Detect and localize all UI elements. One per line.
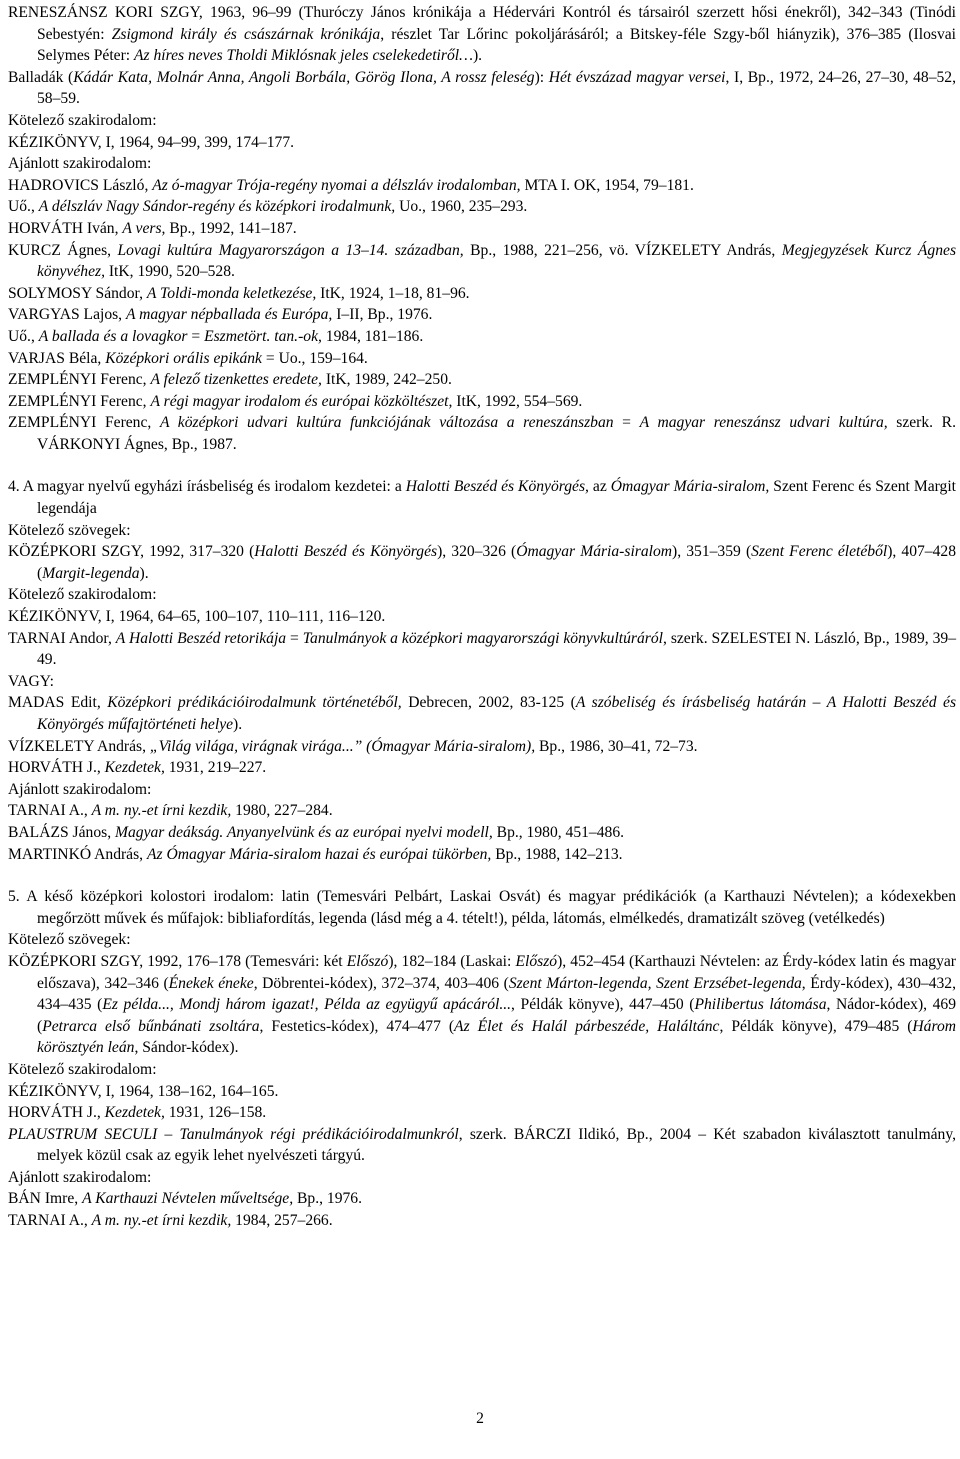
text-run: TARNAI Andor,	[8, 629, 116, 647]
document-page	[8, 2, 956, 1232]
text-run: =	[187, 327, 205, 345]
text-run: TARNAI A.,	[8, 802, 92, 820]
text-run: 5. A késő középkori kolostori irodalom: latin (Temesvári Pelbárt, Laskai Osvát) és magyar prédikációk (a Karthauzi Névtelen); a kódexekben megőrzött művek és műfajok: bibliafordítás, legenda (lásd még a 4. tételt!), példa, látomás, elmélkedés, dramatizált szöveg (vetélkedés)	[8, 888, 956, 927]
text-run: VAGY:	[8, 672, 54, 690]
italic-text: A Toldi-monda keletkezése,	[146, 284, 317, 302]
text-run: 1984, 181–186.	[321, 327, 424, 345]
italic-text: Halotti Beszéd és Könyörgés	[254, 543, 438, 561]
italic-text: Előszó	[515, 952, 558, 970]
text-run: Kötelező szakirodalom:	[8, 586, 157, 604]
text-run: , részlet Tar Lőrinc pokoljárásáról; a Bitskey-féle Szgy-ből hiányzik), 376–385 (Ilosvai Selymes Péter:	[37, 25, 956, 65]
italic-text: Petrarca első bűnbánati zsoltára	[42, 1017, 260, 1035]
italic-text: A m. ny.-et írni kezdik,	[91, 1212, 232, 1230]
text-run: HORVÁTH Iván,	[8, 219, 123, 237]
text-run: ), 351–359 (	[672, 543, 752, 561]
page-number: 2	[476, 1410, 484, 1427]
italic-text: Halotti Beszéd és Könyörgés,	[405, 478, 589, 496]
text-run: ).	[472, 47, 483, 65]
italic-text: Ez példa..., Mondj három igazat!, Példa az együgyű apácáról...	[102, 996, 512, 1014]
italic-text: A ballada és a lovagkor	[38, 327, 188, 345]
entry-kezikonyv-4	[8, 606, 956, 628]
italic-text: Szent Márton-legenda, Szent Erzsébet-legenda	[508, 974, 802, 992]
entry-plaustrum	[8, 1124, 956, 1167]
text-run: Szent Ferenc és Szent Margit legendája	[37, 478, 956, 518]
entry-hadrovics	[8, 175, 956, 197]
italic-text: Tanulmányok a középkori magyarországi könyvkultúráról	[302, 629, 663, 647]
italic-text: A középkori udvari kultúra funkciójának változása a reneszánszban	[159, 414, 614, 432]
italic-text: Zsigmond király és császárnak krónikája	[111, 25, 381, 43]
text-run: MADAS Edit,	[8, 694, 108, 712]
text-run: KURCZ Ágnes,	[8, 241, 118, 259]
italic-text: Ómagyar Mária-siralom,	[610, 478, 770, 496]
text-run: ZEMPLÉNYI Ferenc,	[8, 414, 160, 432]
italic-text: Az Ómagyar Mária-siralom hazai és európai tükörben,	[146, 845, 492, 863]
text-run: KÉZIKÖNYV, I, 1964, 64–65, 100–107, 110–111, 116–120.	[8, 608, 386, 626]
italic-text: A szóbeliség és írásbeliség határán – A Halotti Beszéd és Könyörgés műfajtörténeti helye	[37, 694, 957, 733]
italic-text: Philibertus látomása	[694, 996, 827, 1014]
text-run: ItK, 1989, 242–250.	[321, 371, 452, 389]
entry-kezikonyv	[8, 132, 956, 154]
text-run: ):	[534, 68, 549, 86]
text-run: Debrecen, 2002, 83-125 (	[401, 694, 576, 712]
entry-horvath-j-4	[8, 757, 956, 779]
entry-tarnai-a-4	[8, 800, 956, 822]
text-run: =	[286, 629, 303, 647]
text-run: , Sándor-kódex).	[134, 1039, 239, 1057]
entry-zemplenyi-1	[8, 369, 956, 391]
text-run: SOLYMOSY Sándor,	[8, 284, 147, 302]
text-run: KÖZÉPKORI SZGY, 1992, 176–178 (Temesvári: két	[8, 952, 347, 970]
text-run: KÉZIKÖNYV, I, 1964, 94–99, 399, 174–177.	[8, 133, 295, 151]
italic-text: Három körösztyén leán	[37, 1017, 957, 1057]
text-run: VÍZKELETY András,	[8, 737, 150, 755]
text-run: RENESZÁNSZ KORI SZGY, 1963, 96–99 (Thuróczy János krónikája a Hédervári Kontról és társairól szerzett hősi énekről), 342–343 (Tinódi Sebestyén:	[8, 4, 956, 43]
italic-text: A Karthauzi Névtelen műveltsége,	[82, 1190, 294, 1208]
text-run: Kötelező szakirodalom:	[8, 1060, 157, 1078]
text-run: Uő.,	[8, 198, 39, 216]
text-run: Kötelező szövegek:	[8, 931, 131, 949]
italic-text: A régi magyar irodalom és európai közköltészet,	[150, 392, 453, 410]
text-run: , Példák könyve), 447–450 (	[511, 996, 695, 1014]
entry-horvath-ivan	[8, 218, 956, 240]
entry-kurcz	[8, 240, 956, 283]
italic-text: Megjegyzések Kurcz Ágnes könyvéhez,	[37, 241, 957, 281]
text-run: Uő.,	[8, 327, 39, 345]
entry-kezikonyv-5	[8, 1081, 956, 1103]
section-4-title	[8, 476, 956, 519]
entry-zemplenyi-3	[8, 412, 956, 455]
heading-kotelezo-szovegek	[8, 520, 956, 542]
heading-ajanlott-szakirodalom	[8, 153, 956, 175]
italic-text: Eszmetört. tan.-ok,	[204, 327, 322, 345]
text-run: ), 320–326 (	[437, 543, 517, 561]
entry-horvath-j-5	[8, 1102, 956, 1124]
text-run: Kötelező szakirodalom:	[8, 111, 157, 129]
entry-vargyas-2	[8, 326, 956, 348]
text-run: MARTINKÓ András,	[8, 845, 147, 863]
text-run: , szerk. BÁRCZI Ildikó, Bp., 2004 – Két szabadon kiválasztott tanulmány, melyek közül csak az egyik lehet nyelvészeti tárgyú.	[37, 1125, 956, 1165]
heading-kotelezo-szakirodalom-4	[8, 584, 956, 606]
italic-text: PLAUSTRUM SECULI – Tanulmányok régi prédikációirodalmunkról	[8, 1125, 459, 1143]
text-run: 1984, 257–266.	[231, 1212, 333, 1230]
entry-martinko	[8, 844, 956, 866]
text-run: = Uo., 159–164.	[261, 349, 368, 367]
italic-text: A m. ny.-et írni kezdik,	[91, 802, 232, 820]
text-run: szerk. R. VÁRKONYI Ágnes, Bp., 1987.	[37, 414, 956, 453]
italic-text: Kezdetek,	[104, 759, 165, 777]
text-run: HADROVICS László,	[8, 176, 153, 194]
text-run: , Festetics-kódex), 474–477 (	[259, 1017, 455, 1035]
text-run: Bp., 1976.	[293, 1190, 363, 1208]
text-run: Bp., 1988, 221–256, vö. VÍZKELETY András,	[463, 241, 782, 259]
text-run: HORVÁTH J.,	[8, 1104, 105, 1122]
entry-zemplenyi-2	[8, 391, 956, 413]
entry-hadrovics-2	[8, 196, 956, 218]
text-run: Bp., 1988, 142–213.	[491, 845, 623, 863]
text-run: ItK, 1924, 1–18, 81–96.	[316, 284, 470, 302]
entry-solymosy	[8, 283, 956, 305]
text-run: Ajánlott szakirodalom:	[8, 155, 152, 173]
text-run: az	[588, 478, 611, 496]
italic-text: Hét évszázad magyar versei	[548, 68, 726, 86]
text-run: ItK, 1992, 554–569.	[452, 392, 583, 410]
text-run: 1931, 219–227.	[164, 759, 267, 777]
text-run: , Döbrentei-kódex), 372–374, 403–406 (	[253, 974, 509, 992]
text-run: KÖZÉPKORI SZGY, 1992, 317–320 (	[8, 543, 255, 561]
text-run: Balladák (	[8, 68, 74, 86]
italic-text: „Világ világa, virágnak virága...” (Ómagyar Mária-siralom),	[149, 737, 536, 755]
italic-text: Az Élet és Halál párbeszéde, Haláltánc	[454, 1017, 720, 1035]
italic-text: Kezdetek,	[104, 1104, 165, 1122]
text-run: TARNAI A.,	[8, 1212, 92, 1230]
italic-text: Kádár Kata, Molnár Anna, Angoli Borbála, Görög Ilona, A rossz feleség	[73, 68, 535, 86]
text-run: 4. A magyar nyelvű egyházi írásbeliség és irodalom kezdetei: a	[8, 478, 406, 496]
text-run: Bp., 1992, 141–187.	[165, 219, 297, 237]
italic-text: A magyar reneszánsz udvari kultúra,	[639, 414, 888, 432]
italic-text: Lovagi kultúra Magyarországon a 13–14. században,	[117, 241, 464, 259]
text-run: KÉZIKÖNYV, I, 1964, 138–162, 164–165.	[8, 1082, 279, 1100]
entry-ban	[8, 1188, 956, 1210]
section-spacer	[8, 865, 956, 886]
entry-kozepkori-szgy-4	[8, 541, 956, 584]
italic-text: Középkori prédikációirodalmunk történetéből,	[107, 694, 402, 712]
italic-text: Előszó	[346, 952, 389, 970]
italic-text: A vers,	[122, 219, 166, 237]
text-run: , I, Bp., 1972, 24–26, 27–30, 48–52, 58–59.	[37, 68, 956, 108]
heading-kotelezo-szovegek-5	[8, 929, 956, 951]
heading-ajanlott-szakirodalom-4	[8, 779, 956, 801]
heading-kotelezo-szakirodalom-5	[8, 1059, 956, 1081]
italic-text: Középkori orális epikánk	[105, 349, 262, 367]
entry-tarnai-andor	[8, 628, 956, 671]
heading-vagy	[8, 671, 956, 693]
text-run: Bp., 1980, 451–486.	[492, 823, 625, 841]
entry-varjas	[8, 348, 956, 370]
italic-text: Az ó-magyar Trója-regény nyomai a délszláv irodalomban,	[152, 176, 521, 194]
italic-text: Az híres neves Tholdi Miklósnak jeles cselekedetiről…	[134, 47, 473, 65]
text-run: , Nádor-kódex), 469 (	[37, 996, 957, 1035]
section-spacer	[8, 455, 956, 476]
italic-text: A felező tizenkettes eredete,	[150, 371, 322, 389]
entry-kozepkori-szgy-5	[8, 951, 956, 1059]
text-run: ).	[233, 716, 243, 733]
text-run: Ajánlott szakirodalom:	[8, 780, 152, 798]
entry-tarnai-a-5	[8, 1210, 956, 1232]
entry-vargyas	[8, 304, 956, 326]
text-run: ZEMPLÉNYI Ferenc,	[8, 392, 151, 410]
entry-madas	[8, 692, 956, 735]
entry-reneszansz-kori-szgy	[8, 2, 956, 67]
italic-text: Magyar deákság. Anyanyelvünk és az európai nyelvi modell,	[115, 823, 493, 841]
entry-balazs	[8, 822, 956, 844]
italic-text: A Halotti Beszéd retorikája	[115, 629, 287, 647]
italic-text: A délszláv Nagy Sándor-regény és középkori irodalmunk,	[38, 198, 396, 216]
text-run: Uo., 1960, 235–293.	[395, 198, 528, 216]
text-run: ItK, 1990, 520–528.	[104, 263, 235, 281]
text-run: 1980, 227–284.	[231, 802, 333, 820]
entry-balladak	[8, 67, 956, 110]
text-run: I–II, Bp., 1976.	[332, 306, 433, 324]
entry-vizkelety	[8, 736, 956, 758]
italic-text: Énekek éneke	[168, 974, 254, 992]
italic-text: A magyar népballada és Európa,	[125, 306, 333, 324]
text-run: VARGYAS Lajos,	[8, 306, 126, 324]
italic-text: Margit-legenda	[42, 564, 140, 582]
text-run: , Példák könyve), 479–485 (	[719, 1017, 913, 1035]
text-run: ), 182–184 (Laskai:	[388, 952, 516, 970]
text-run: ), 452–454 (Karthauzi Névtelen: az Érdy-kódex latin és magyar előszava), 342–346 (	[37, 952, 956, 992]
section-5-title	[8, 886, 956, 929]
text-run: ZEMPLÉNYI Ferenc,	[8, 371, 151, 389]
heading-kotelezo-szakirodalom	[8, 110, 956, 132]
italic-text: Ómagyar Mária-siralom	[516, 543, 673, 561]
text-run: HORVÁTH J.,	[8, 759, 105, 777]
text-run: ).	[139, 564, 149, 582]
text-run: =	[613, 414, 640, 432]
text-run: , Érdy-kódex), 430–432, 434–435 (	[37, 974, 956, 1014]
text-run: , szerk. SZELESTEI N. László, Bp., 1989, 39–49.	[37, 629, 956, 669]
text-run: Ajánlott szakirodalom:	[8, 1168, 152, 1186]
text-run: 1931, 126–158.	[164, 1104, 267, 1122]
heading-ajanlott-szakirodalom-5	[8, 1167, 956, 1189]
text-run: MTA I. OK, 1954, 79–181.	[520, 176, 694, 194]
text-run: Bp., 1986, 30–41, 72–73.	[535, 737, 698, 755]
text-run: VARJAS Béla,	[8, 349, 106, 367]
text-run: BALÁZS János,	[8, 823, 115, 841]
italic-text: Szent Ferenc életéből	[751, 543, 888, 561]
text-run: BÁN Imre,	[8, 1190, 83, 1208]
text-run: Kötelező szövegek:	[8, 521, 131, 539]
text-run: ), 407–428 (	[37, 543, 956, 582]
